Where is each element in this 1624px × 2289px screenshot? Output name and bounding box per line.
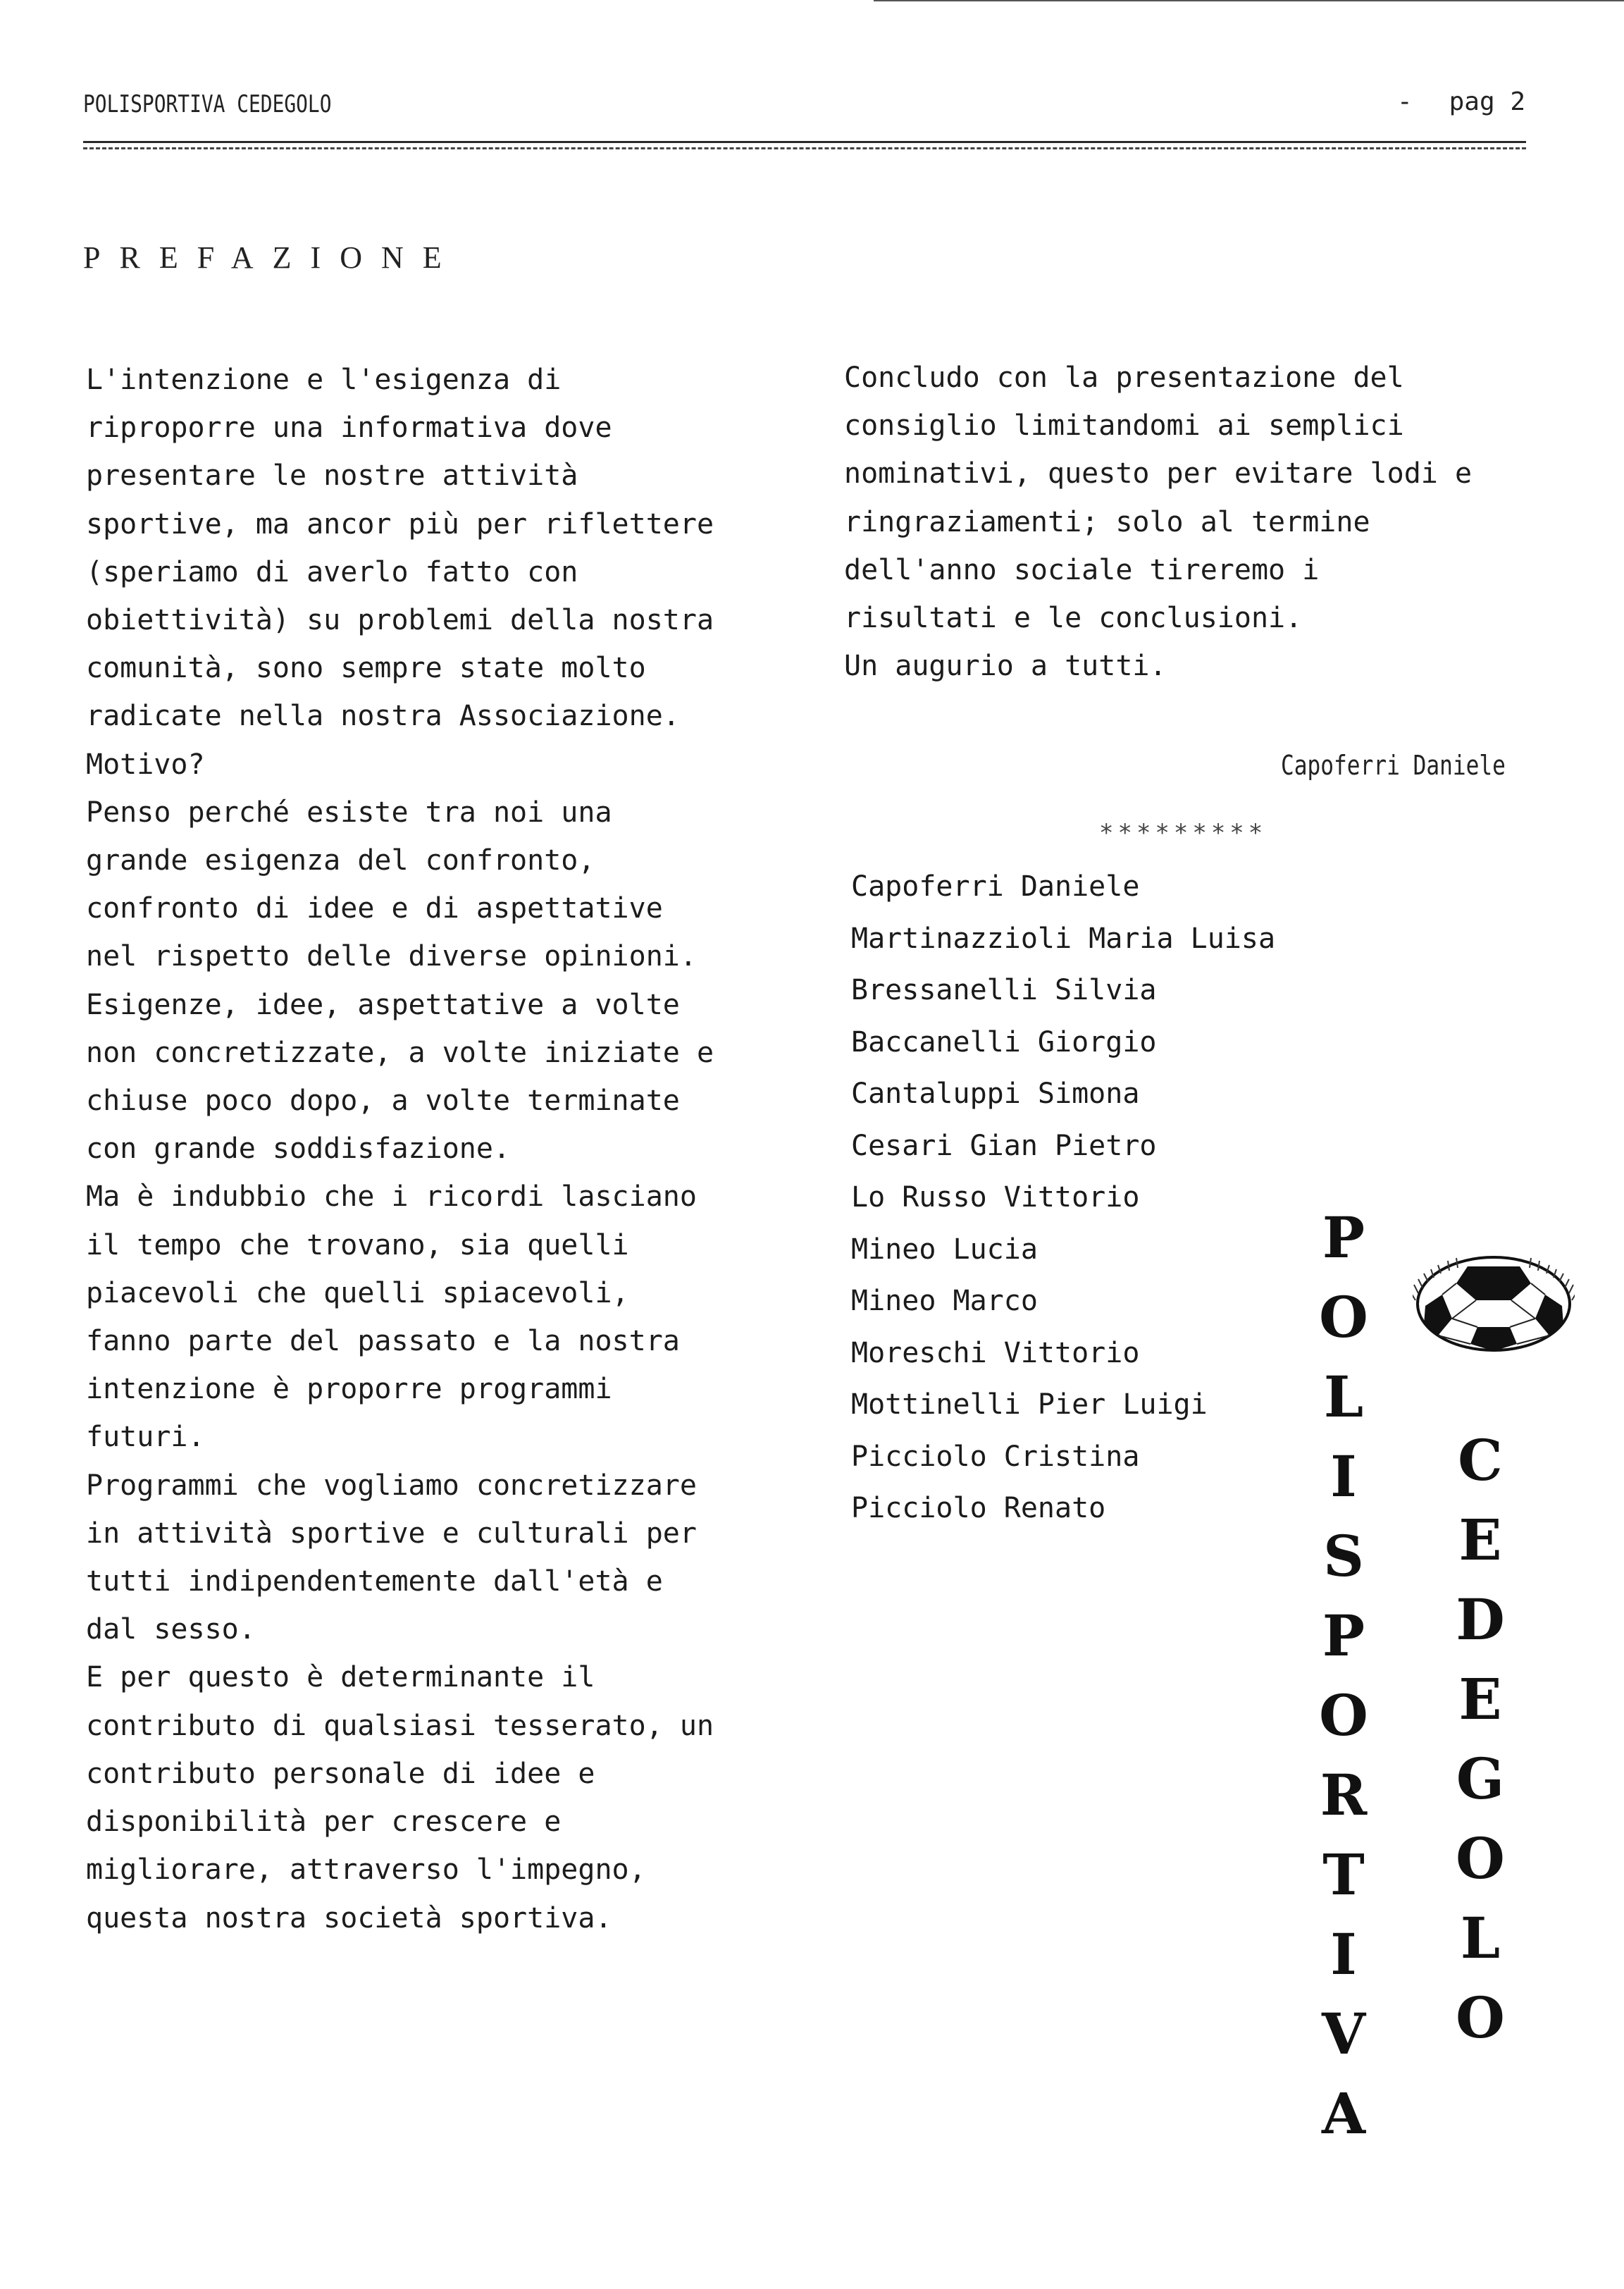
preface-line: Esigenze, idee, aspettative a volte xyxy=(86,988,680,1021)
logo-letter: P xyxy=(1322,1204,1365,1271)
council-member: Cantaluppi Simona xyxy=(851,1078,1140,1110)
logo-letter: O xyxy=(1456,1825,1505,1892)
council-member: Picciolo Renato xyxy=(851,1492,1106,1524)
logo-letter: O xyxy=(1456,1985,1505,2051)
conclusion-line: dell'anno sociale tireremo i xyxy=(844,553,1320,586)
logo-letter: G xyxy=(1456,1746,1505,1812)
header-rule xyxy=(83,141,1526,143)
preface-line: tutti indipendentemente dall'età e xyxy=(86,1565,663,1598)
conclusion-line: ringraziamenti; solo al termine xyxy=(844,505,1370,538)
preface-line: L'intenzione e l'esigenza di xyxy=(86,364,562,396)
preface-line: intenzione è proporre programmi xyxy=(86,1373,612,1406)
council-member: Picciolo Cristina xyxy=(851,1440,1140,1473)
logo-letter: P xyxy=(1322,1603,1365,1669)
logo-letter: I xyxy=(1330,1443,1357,1510)
preface-line: disponibilità per crescere e xyxy=(86,1806,562,1839)
preface-line: radicate nella nostra Associazione. xyxy=(86,700,680,733)
preface-line: riproporre una informativa dove xyxy=(86,412,612,445)
logo-letter: I xyxy=(1330,1921,1357,1987)
separator-stars: ********* xyxy=(1099,819,1267,847)
preface-line: contributo di qualsiasi tesserato, un xyxy=(86,1709,714,1742)
preface-line: in attività sportive e culturali per xyxy=(86,1517,697,1550)
preface-line: nel rispetto delle diverse opinioni. xyxy=(86,940,697,973)
conclusion-line: consiglio limitandomi ai semplici xyxy=(844,409,1404,443)
logo-word-polisportiva xyxy=(1312,1198,1375,2154)
header-page-number: pag 2 xyxy=(1449,87,1525,116)
author-signature: Capoferri Daniele xyxy=(1281,750,1506,781)
preface-line: (speriamo di averlo fatto con xyxy=(86,555,578,588)
logo-word-cedegolo xyxy=(1449,1421,1512,2058)
preface-line: il tempo che trovano, sia quelli xyxy=(86,1228,629,1261)
preface-line: grande esigenza del confronto, xyxy=(86,844,595,877)
header-dash: - xyxy=(1396,87,1413,116)
preface-line: questa nostra società sportiva. xyxy=(86,1901,612,1935)
council-member: Moreschi Vittorio xyxy=(851,1336,1140,1369)
preface-line: fanno parte del passato e la nostra xyxy=(86,1325,680,1358)
preface-line: Penso perché esiste tra noi una xyxy=(86,796,612,829)
preface-line: presentare le nostre attività xyxy=(86,459,578,493)
preface-line: futuri. xyxy=(86,1421,205,1454)
council-member: Capoferri Daniele xyxy=(851,870,1140,903)
preface-line: dal sesso. xyxy=(86,1613,256,1646)
preface-line: con grande soddisfazione. xyxy=(86,1133,511,1166)
preface-line: migliorare, attraverso l'impegno, xyxy=(86,1853,646,1887)
conclusion-line: risultati e le conclusioni. xyxy=(844,602,1303,635)
preface-line: obiettività) su problemi della nostra xyxy=(86,604,714,637)
council-member: Lo Russo Vittorio xyxy=(851,1181,1140,1214)
council-member: Mineo Lucia xyxy=(851,1233,1038,1266)
council-member: Mottinelli Pier Luigi xyxy=(851,1388,1208,1421)
logo-letter: D xyxy=(1456,1586,1505,1653)
logo-letter: O xyxy=(1319,1682,1368,1748)
preface-line: contributo personale di idee e xyxy=(86,1757,595,1790)
preface-line: chiuse poco dopo, a volte terminate xyxy=(86,1085,680,1118)
soccer-ball-icon xyxy=(1413,1251,1575,1357)
header-page-info xyxy=(1397,87,1525,116)
conclusion-line: nominativi, questo per evitare lodi e xyxy=(844,457,1473,490)
preface-line: Motivo? xyxy=(86,748,205,781)
logo-letter: C xyxy=(1458,1427,1503,1493)
header-organization: POLISPORTIVA CEDEGOLO xyxy=(83,90,332,118)
logo-letter: A xyxy=(1321,2080,1366,2147)
council-member: Bressanelli Silvia xyxy=(851,974,1157,1006)
logo-letter: L xyxy=(1460,1905,1501,1971)
logo-letter: R xyxy=(1320,1762,1368,1828)
page-title: PREFAZIONE xyxy=(83,240,461,275)
council-member: Baccanelli Giorgio xyxy=(851,1025,1157,1059)
preface-line: Programmi che vogliamo concretizzare xyxy=(86,1469,697,1502)
logo-letter: T xyxy=(1322,1841,1365,1908)
logo-letter: E xyxy=(1458,1666,1502,1732)
council-member: Martinazzioli Maria Luisa xyxy=(851,922,1276,955)
header-rule-dashed xyxy=(83,147,1526,149)
preface-right-column xyxy=(844,354,1503,690)
conclusion-line: Un augurio a tutti. xyxy=(844,650,1167,683)
preface-line: piacevoli che quelli spiacevoli, xyxy=(86,1276,629,1309)
preface-line: confronto di idee e di aspettative xyxy=(86,892,663,925)
preface-line: non concretizzate, a volte iniziate e xyxy=(86,1036,714,1069)
council-members-list xyxy=(851,861,1275,1535)
preface-left-column xyxy=(86,356,762,1942)
conclusion-line: Concludo con la presentazione del xyxy=(844,362,1404,394)
preface-line: Ma è indubbio che i ricordi lasciano xyxy=(86,1180,697,1214)
logo-letter: V xyxy=(1321,2001,1366,2067)
logo-letter: L xyxy=(1323,1364,1364,1430)
council-member: Mineo Marco xyxy=(851,1285,1038,1317)
preface-line: E per questo è determinante il xyxy=(86,1661,595,1694)
council-member: Cesari Gian Pietro xyxy=(851,1129,1157,1162)
preface-line: comunità, sono sempre state molto xyxy=(86,652,646,685)
top-edge-rule xyxy=(874,0,1624,1)
logo-letter: O xyxy=(1319,1284,1368,1350)
preface-line: sportive, ma ancor più per riflettere xyxy=(86,507,714,541)
logo-letter: S xyxy=(1323,1523,1364,1589)
logo-letter: E xyxy=(1458,1507,1502,1573)
